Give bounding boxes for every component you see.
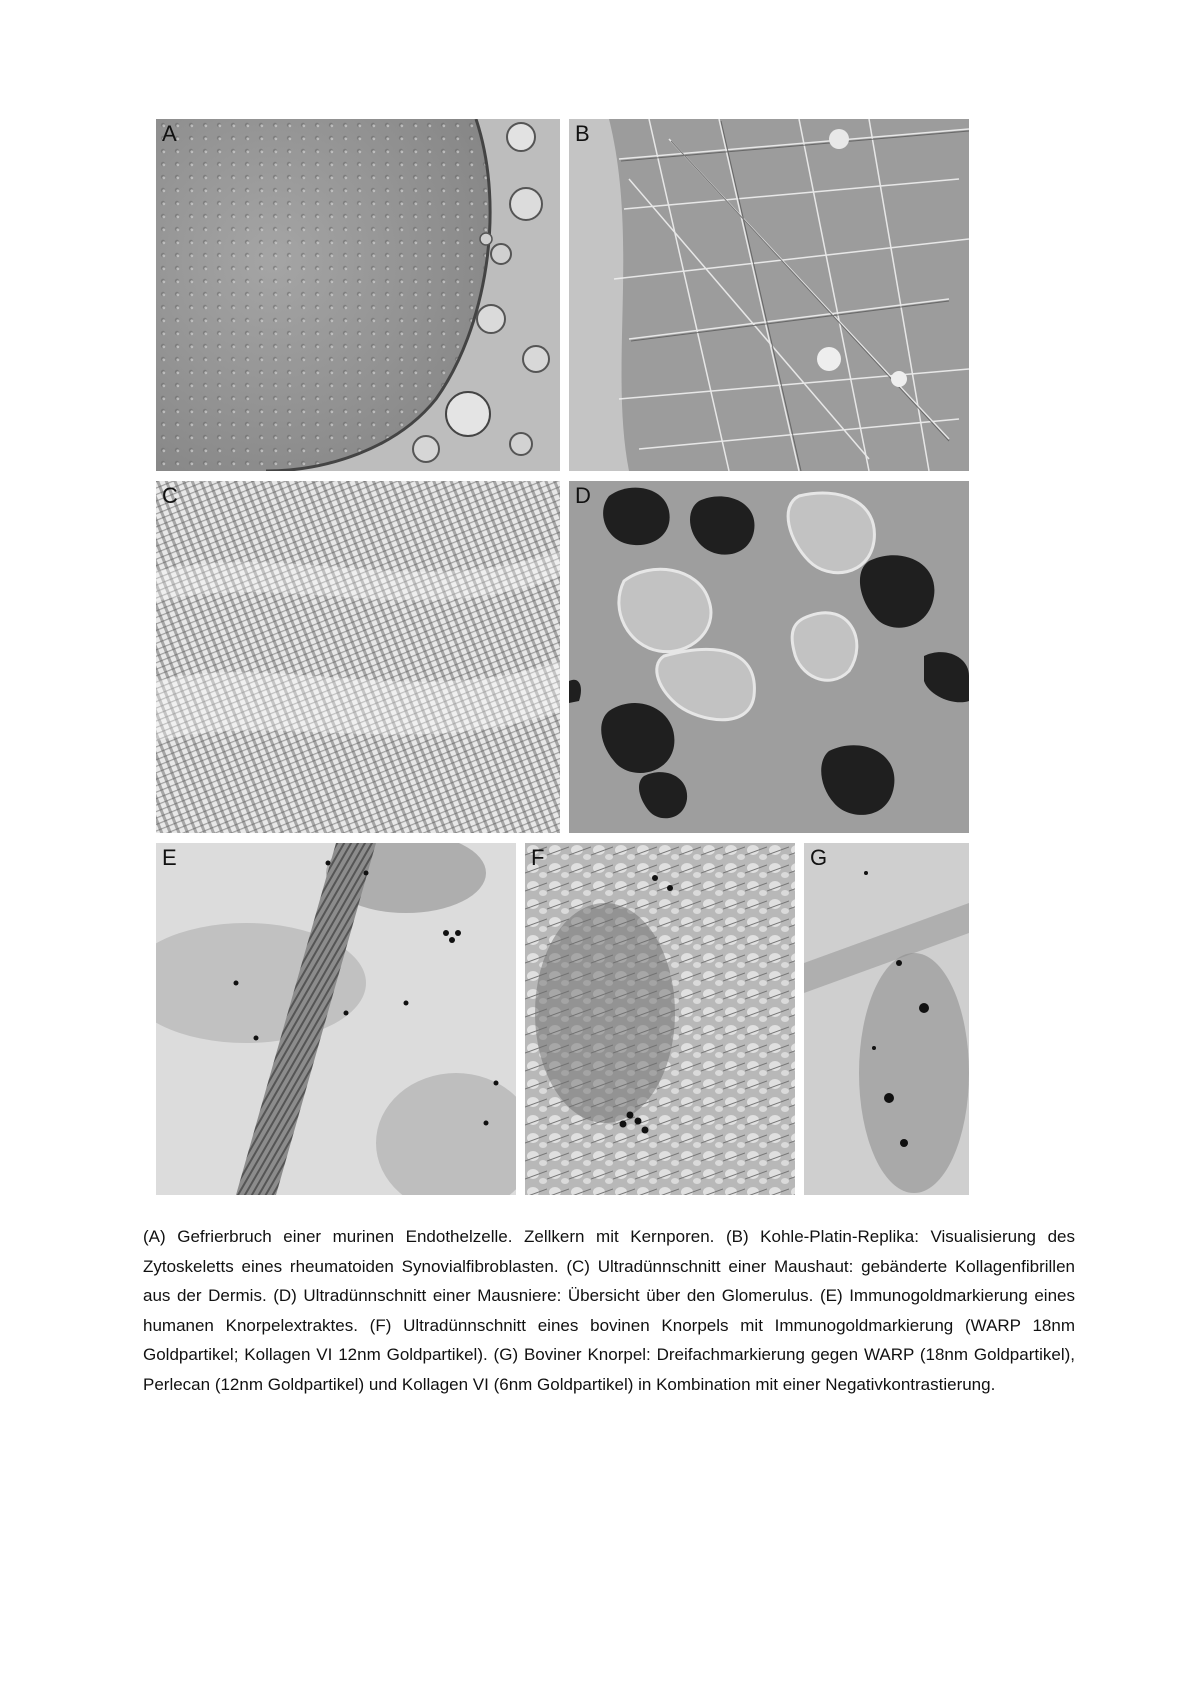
panel-d-graphic [569, 481, 969, 833]
figure-caption: (A) Gefrierbruch einer murinen Endothelzelle. Zellkern mit Kernporen. (B) Kohle-Platin-Replika: Visualisierung des Zytoskeletts eines rheumatoiden Synovialfibroblasten. (C) Ultradünnschnitt einer Maushaut: gebänderte Kollagenfibrillen aus der Dermis. (D) Ultradünnschnitt einer Mausniere: Übersicht über den Glomerulus. (E) Immunogoldmarkierung eines humanen Knorpelextraktes. (F) Ultradünnschnitt eines bovinen Knorpels mit Immunogoldmarkierung (WARP 18nm Goldpartikel; Kollagen VI 12nm Goldpartikel). (G) Boviner Knorpel: Dreifachmarkierung gegen WARP (18nm Goldpartikel), Perlecan (12nm Goldpartikel) und Kollagen VI (6nm Goldpartikel) in Kombination mit einer Negativkontrastierung. [143, 1227, 1075, 1394]
panel-c-graphic [156, 481, 560, 833]
panel-a-graphic [156, 119, 560, 471]
panel-f-label: F [531, 845, 545, 870]
panel-a-freeze-fracture-image [156, 119, 560, 471]
panel-e-immunogold-image [156, 843, 516, 1195]
panel-g-graphic [804, 843, 969, 1195]
panel-b-replica-image [569, 119, 969, 471]
panel-c-collagen-image [156, 481, 560, 833]
panel-b-label: B [575, 121, 590, 146]
panel-f-cartilage-image [525, 843, 795, 1195]
panel-g-negative-stain-image [804, 843, 969, 1195]
panel-d-glomerulus-image [569, 481, 969, 833]
panel-a-label: A [162, 121, 177, 146]
panel-d-label: D [575, 483, 591, 508]
panel-g-label: G [810, 845, 828, 870]
panel-c-label: C [162, 483, 178, 508]
panel-e-label: E [162, 845, 177, 870]
panel-f-graphic [525, 843, 795, 1195]
panel-e-graphic [156, 843, 516, 1195]
panel-b-graphic [569, 119, 969, 471]
